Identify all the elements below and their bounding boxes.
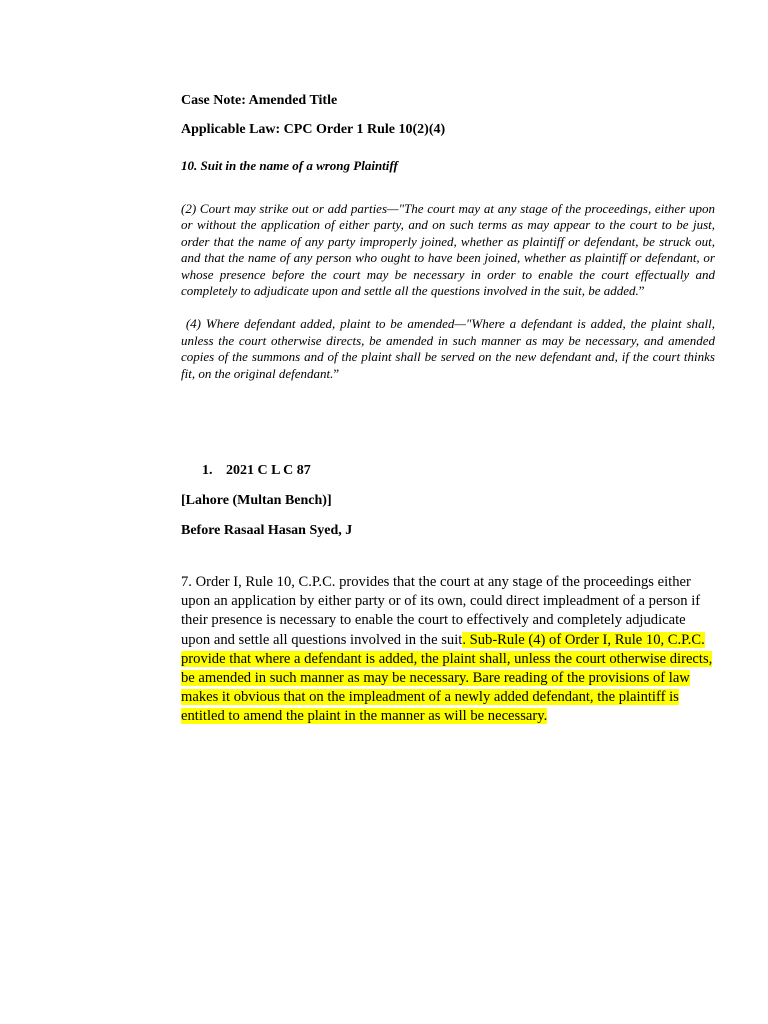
paragraph-7-plain: 7. Order I, Rule 10, C.P.C. provides that the court at any stage of the proceedings either upon an application by either party or of its own, could direct impleadment of a person if their presence is necessary to enable the court to effectively and completely adjudicate upon and settle all questions involved in the suit [181, 574, 701, 648]
citation-block [181, 462, 715, 540]
rule-heading: 10. Suit in the name of a wrong Plaintiff [181, 158, 398, 173]
sub-rule-2-quote [181, 201, 715, 299]
sub-rule-4-quote [181, 316, 715, 382]
case-note-title: Case Note: Amended Title [181, 93, 338, 108]
sub-rule-4-text: (4) Where defendant added, plaint to be amended—"Where a defendant is added, the plaint shall, unless the court otherwise directs, be amended in such manner as may be necessary, and amended copies of the summons and of the plaint shall be served on the new defendant and, if the court thinks fit, on the original defendant. [181, 316, 715, 381]
document-page [181, 92, 715, 741]
paragraph-7-highlighted: . Sub-Rule (4) of Order I, Rule 10, C.P.C. provide that where a defendant is added, the plaint shall, unless the court otherwise directs, be amended in such manner as may be necessary. Bare reading of the provisions of law makes it obvious that on the impleadment of a newly added defendant, the plaintiff is entitled to amend the plaint in the manner as will be necessary. [181, 631, 713, 725]
paragraph-7 [181, 573, 715, 727]
citation-reference [181, 462, 715, 480]
citation-court: [Lahore (Multan Bench)] [181, 493, 332, 509]
sub-rule-2-text: (2) Court may strike out or add parties—"The court may at any stage of the proceedings, either upon or without the application of either party, and on such terms as may appear to the court to be just, order that the name of any party improperly joined, whether as plaintiff or defendant, be struck out, and that the name of any person who ought to have been joined, whether as plaintiff or defendant, or whose presence before the court may be necessary in order to enable the court effectually and completely to adjudicate upon and settle all the questions involved in the suit, be added. [181, 201, 715, 299]
citation-reference-text: 2021 C L C 87 [226, 463, 311, 479]
sub-rule-4-closing: ” [333, 365, 340, 381]
sub-rule-2-closing: ” [638, 283, 645, 299]
citation-bench: Before Rasaal Hasan Syed, J [181, 523, 353, 539]
citation-number: 1. [202, 463, 213, 479]
applicable-law: Applicable Law: CPC Order 1 Rule 10(2)(4) [181, 122, 446, 137]
